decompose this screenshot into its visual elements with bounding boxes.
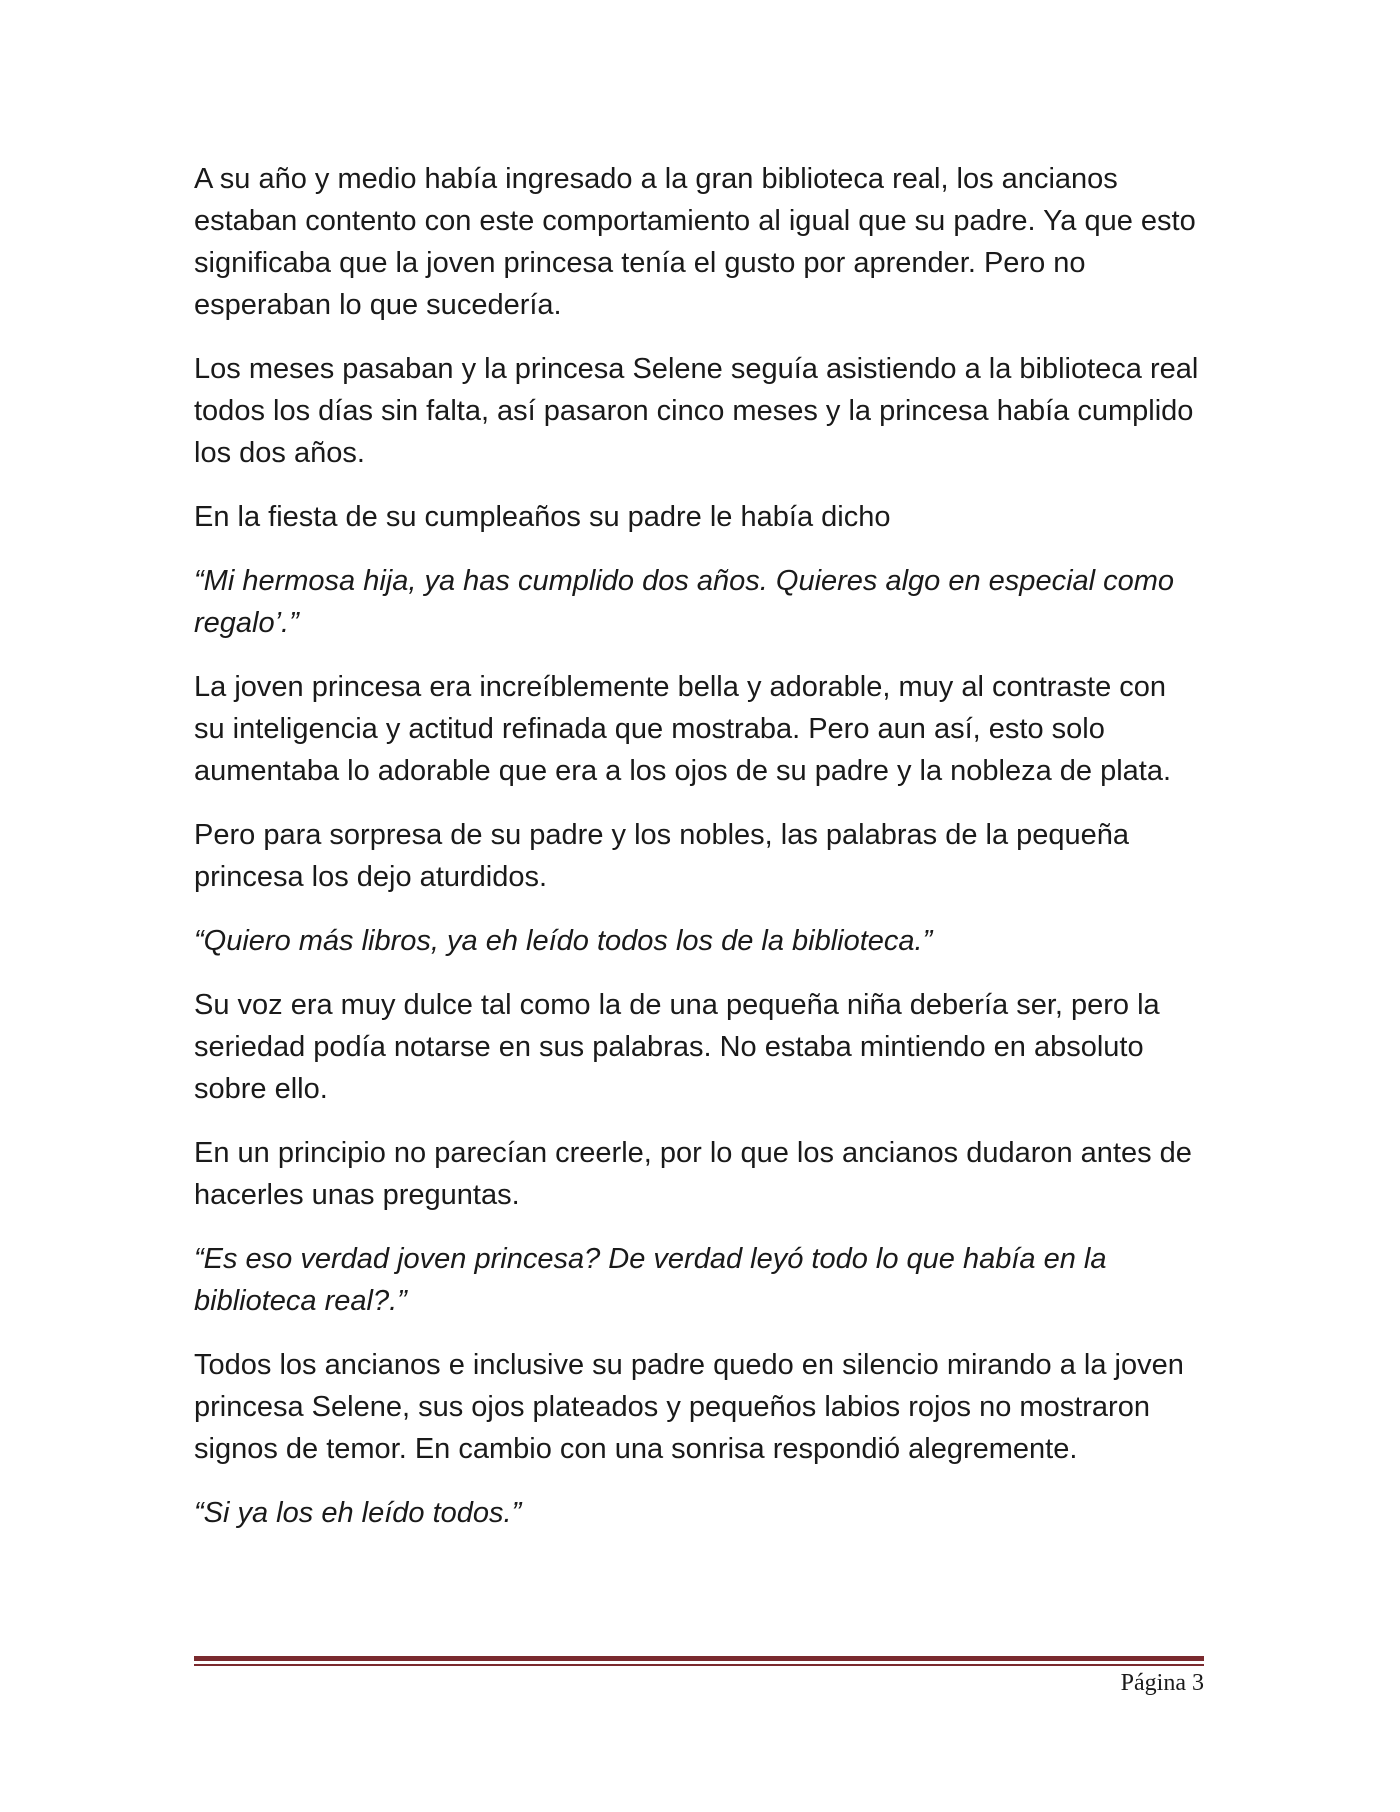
paragraph: En la fiesta de su cumpleaños su padre le había dicho bbox=[194, 501, 891, 533]
paragraph: Pero para sorpresa de su padre y los nobles, las palabras de la pequeña princesa los dejo aturdidos. bbox=[194, 819, 1130, 893]
page-number: Página 3 bbox=[1120, 1670, 1204, 1696]
paragraph: A su año y medio había ingresado a la gran biblioteca real, los ancianos estaban contento con este comportamiento al igual que su padre. Ya que esto significaba que la joven princesa tenía el gusto por aprender. Pero no esperaban lo que sucedería. bbox=[194, 163, 1196, 321]
quote-paragraph: “Es eso verdad joven princesa? De verdad leyó todo lo que había en la biblioteca real?.” bbox=[194, 1243, 1107, 1317]
quote-paragraph: “Mi hermosa hija, ya has cumplido dos años. Quieres algo en especial como regalo’.” bbox=[194, 565, 1175, 639]
paragraph: En un principio no parecían creerle, por lo que los ancianos dudaron antes de hacerles unas preguntas. bbox=[194, 1137, 1192, 1211]
quote-paragraph: “Quiero más libros, ya eh leído todos los de la biblioteca.” bbox=[194, 925, 933, 957]
body-text bbox=[194, 158, 1204, 1556]
quote-paragraph: “Si ya los eh leído todos.” bbox=[194, 1497, 522, 1529]
footer-divider-thin bbox=[194, 1664, 1204, 1666]
paragraph: La joven princesa era increíblemente bella y adorable, muy al contraste con su inteligencia y actitud refinada que mostraba. Pero aun así, esto solo aumentaba lo adorable que era a los ojos de su padre y la nobleza de plata. bbox=[194, 671, 1172, 787]
footer-divider-thick bbox=[194, 1656, 1204, 1661]
paragraph: Los meses pasaban y la princesa Selene seguía asistiendo a la biblioteca real todos los días sin falta, así pasaron cinco meses y la princesa había cumplido los dos años. bbox=[194, 353, 1199, 469]
paragraph: Todos los ancianos e inclusive su padre quedo en silencio mirando a la joven princesa Selene, sus ojos plateados y pequeños labios rojos no mostraron signos de temor. En cambio con una sonrisa respondió alegremente. bbox=[194, 1349, 1184, 1465]
footer-divider bbox=[194, 1656, 1204, 1666]
paragraph: Su voz era muy dulce tal como la de una pequeña niña debería ser, pero la seriedad podía notarse en sus palabras. No estaba mintiendo en absoluto sobre ello. bbox=[194, 989, 1160, 1105]
